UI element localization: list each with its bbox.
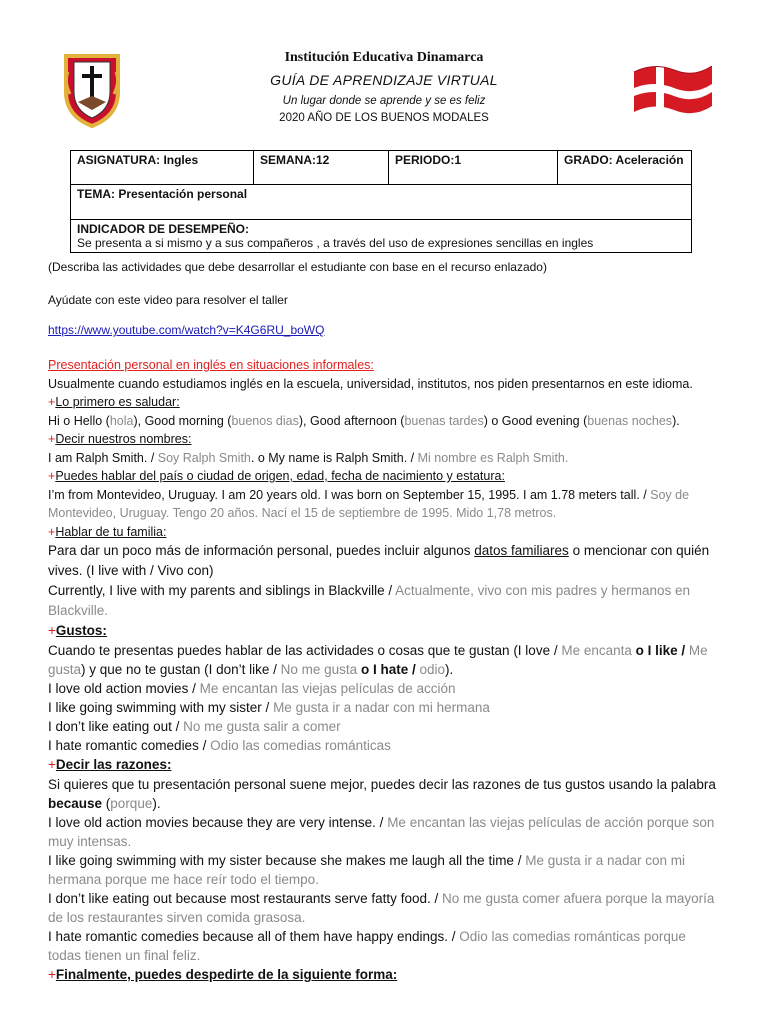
section-title: Presentación personal en inglés en situaciones informales: — [48, 358, 374, 372]
familia-paragraph: Para dar un poco más de información personal, puedes incluir algunos datos familiares o mencionar con quién vives. (I live with / Vivo con) — [48, 543, 710, 578]
guide-title: GUÍA DE APRENDIZAJE VIRTUAL — [270, 72, 498, 88]
razones-examples — [48, 813, 720, 965]
nombres-line: I am Ralph Smith. / Soy Ralph Smith. o My name is Ralph Smith. / Mi nombre es Ralph Smith. — [48, 450, 569, 465]
info-table — [70, 150, 692, 253]
gustos-line: I hate romantic comedies / Odio las comedias románticas — [48, 738, 391, 753]
heading-saludar: +Lo primero es saludar: — [48, 395, 180, 409]
denmark-flag-icon — [630, 58, 716, 120]
cell-tema: TEMA: Presentación personal — [71, 185, 692, 220]
pais-line: I’m from Montevideo, Uruguay. I am 20 years old. I was born on September 15, 1995. I am 1.78 meters tall. / Soy de Montevideo, Uruguay. Tengo 20 años. Nací el 15 de septiembre de 1995. Mido 1,78 metros. — [48, 487, 690, 520]
gustos-line: I like going swimming with my sister / Me gusta ir a nadar con mi hermana — [48, 700, 490, 715]
gustos-line: I love old action movies / Me encantan las viejas películas de acción — [48, 681, 456, 696]
heading-pais: +Puedes hablar del país o ciudad de origen, edad, fecha de nacimiento y estatura: — [48, 469, 505, 483]
saludo-line: Hi o Hello (hola), Good morning (buenos dias), Good afternoon (buenas tardes) o Good evening (buenas noches). — [48, 413, 680, 428]
indicador-label: INDICADOR DE DESEMPEÑO: — [77, 222, 250, 236]
heading-final: +Finalmente, puedes despedirte de la siguiente forma: — [48, 967, 398, 982]
heading-razones: +Decir las razones: — [48, 757, 172, 772]
gustos-line: I don’t like eating out / No me gusta salir a comer — [48, 719, 341, 734]
razones-line: I like going swimming with my sister because she makes me laugh all the time / Me gusta ir a nadar con mi hermana porque me hace reír todo el tiempo. — [48, 853, 686, 887]
year-line: 2020 AÑO DE LOS BUENOS MODALES — [279, 112, 489, 124]
describe-note: (Describa las actividades que debe desarrollar el estudiante con base en el recurso enlazado) — [48, 260, 547, 274]
help-text: Ayúdate con este video para resolver el taller — [48, 293, 288, 307]
cell-semana: SEMANA:12 — [254, 151, 389, 185]
video-link[interactable] — [48, 321, 720, 340]
heading-familia: +Hablar de tu familia: — [48, 524, 167, 539]
datos-familiares-link[interactable]: datos familiares — [474, 543, 569, 558]
gustos-paragraph: Cuando te presentas puedes hablar de las actividades o cosas que te gustan (I love / Me encanta o I like / Me gusta) y que no te gustan (I don’t like / No me gusta o I hate / odio). — [48, 643, 708, 677]
razones-line: I hate romantic comedies because all of them have happy endings. / Odio las comedias románticas porque todas tienen un final feliz. — [48, 929, 686, 963]
cell-grado: GRADO: Aceleración — [558, 151, 692, 185]
cell-indicador — [71, 220, 692, 253]
indicador-text: Se presenta a si mismo y a sus compañeros , a través del uso de expresiones sencillas en ingles — [77, 236, 594, 250]
video-link-text[interactable]: https://www.youtube.com/watch?v=K4G6RU_boWQ — [48, 323, 325, 337]
familia-example: Currently, I live with my parents and siblings in Blackville / Actualmente, vivo con mis padres y hermanos en Blackville. — [48, 583, 691, 618]
razones-intro: Si quieres que tu presentación personal suene mejor, puedes decir las razones de tus gustos usando la palabra because (porque). — [48, 777, 716, 811]
heading-gustos: +Gustos: — [48, 623, 107, 638]
razones-line: I don’t like eating out because most restaurants serve fatty food. / No me gusta comer afuera porque la mayoría de los restaurantes sirven comida grasosa. — [48, 891, 715, 925]
gustos-examples — [48, 679, 720, 755]
razones-line: I love old action movies because they are very intense. / Me encantan las viejas películas de acción porque son muy intensas. — [48, 815, 715, 849]
cell-periodo: PERIODO:1 — [389, 151, 558, 185]
content-section — [48, 356, 720, 985]
intro-paragraph: Usualmente cuando estudiamos inglés en la escuela, universidad, institutos, nos piden presentarnos en este idioma. — [48, 376, 693, 391]
heading-nombres: +Decir nuestros nombres: — [48, 432, 192, 446]
motto: Un lugar donde se aprende y se es feliz — [282, 95, 486, 107]
institution-name: Institución Educativa Dinamarca — [284, 50, 484, 65]
cell-asignatura: ASIGNATURA: Ingles — [71, 151, 254, 185]
